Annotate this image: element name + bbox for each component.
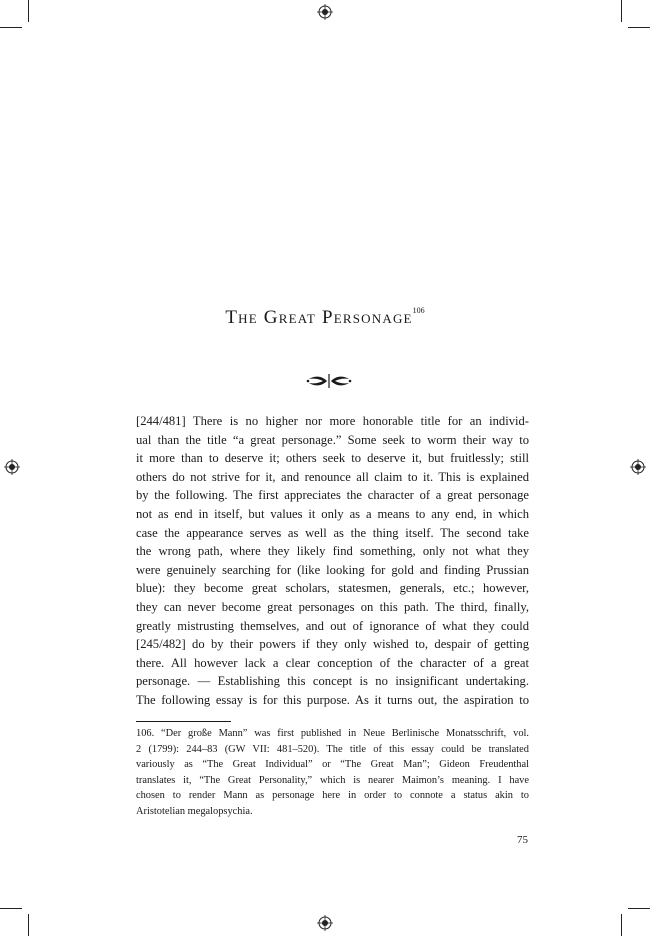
body-line: case the appearance serves as well as the thing itself. The second take [136, 525, 529, 540]
body-line: personage. — Establishing this concept is no insignificant undertaking. [136, 674, 529, 689]
chapter-title-text: The Great Personage [225, 307, 413, 328]
page-number: 75 [517, 834, 528, 846]
crop-mark [628, 27, 650, 28]
body-line: not as end in itself, but values it only as a means to any end, in which [136, 506, 529, 521]
registration-mark-icon [4, 459, 20, 475]
footnote-line: 2 (1799): 244–83 (GW VII: 481–520). The title of this essay could be translated [136, 743, 529, 755]
body-line: The following essay is for this purpose. As it turns out, the aspiration to [136, 692, 529, 707]
body-line: [244/481] There is no higher nor more honorable title for an individ- [136, 414, 529, 428]
body-line: the wrong path, where they likely find something, only not what they [136, 544, 529, 559]
body-line: there. All however lack a clear conception of the character of a great [136, 655, 529, 670]
body-line: others do not strive for it, and renounce all claim to it. This is explained [136, 469, 529, 484]
body-line: they can never become great personages on this path. The third, finally, [136, 599, 529, 614]
ornament-icon [305, 372, 353, 390]
footnote-line: 106. “Der große Mann” was first published in Neue Berlinische Monatsschrift, vol. [136, 728, 529, 739]
footnote [136, 726, 529, 820]
chapter-title [0, 306, 650, 329]
body-line: blue): they become great scholars, statesmen, generals, etc.; however, [136, 581, 529, 596]
body-text [136, 412, 529, 710]
crop-mark [0, 27, 22, 28]
body-line: by the following. The first appreciates the character of a great personage [136, 488, 529, 503]
registration-mark-icon [317, 915, 333, 931]
body-line: ual than the title “a great personage.” Some seek to worm their way to [136, 432, 529, 447]
crop-mark [621, 914, 622, 936]
footnote-line: translates it, “The Great Personality,” which is nearer Maimon’s meaning. I have [136, 774, 529, 786]
body-line: greatly mistrusting themselves, and out of ignorance of what they could [136, 618, 529, 633]
footnote-line: chosen to render Mann as personage here in order to connote a status akin to [136, 790, 529, 802]
body-line: it more than to deserve it; others seek to deserve it, but fruitlessly; still [136, 451, 529, 466]
body-line: [245/482] do by their powers if they only wished to, despair of getting [136, 637, 529, 652]
footnote-line: Aristotelian megalopsychia. [136, 805, 253, 817]
footnote-ref: 106 [412, 306, 425, 315]
footnote-rule [136, 721, 231, 722]
body-line: were genuinely searching for (like looking for gold and finding Prussian [136, 562, 529, 577]
crop-mark [0, 908, 22, 909]
crop-mark [28, 914, 29, 936]
registration-mark-icon [630, 459, 646, 475]
crop-mark [628, 908, 650, 909]
footnote-line: variously as “The Great Individual” or “The Great Man”; Gideon Freudenthal [136, 759, 529, 771]
crop-mark [621, 0, 622, 22]
registration-mark-icon [317, 4, 333, 20]
crop-mark [28, 0, 29, 22]
